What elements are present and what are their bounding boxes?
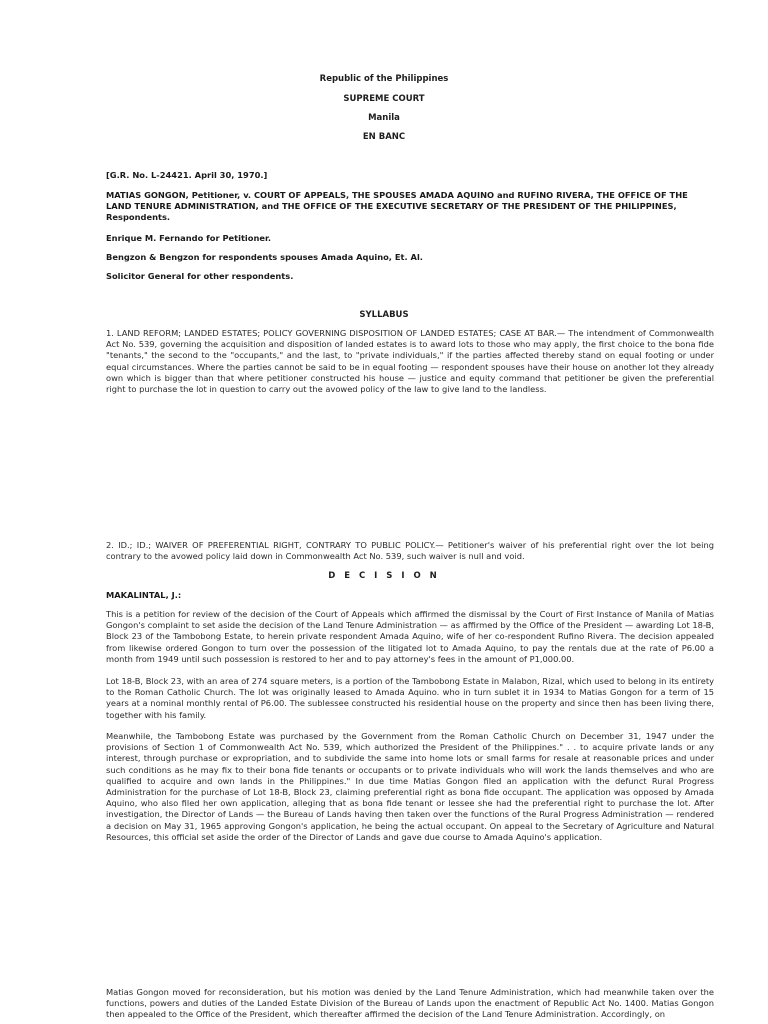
header-division: EN BANC	[362, 132, 406, 142]
counsel-petitioner: Enrique M. Fernando for Petitioner.	[106, 233, 272, 243]
syllabus-item-2: 2. ID.; ID.; WAIVER OF PREFERENTIAL RIGHT, CONTRARY TO PUBLIC POLICY.— Petitioner's waiver of his preferential right over the lot being contrary to the avowed policy laid down in Commonwealth Act No. 539, such waiver is null and void.	[106, 540, 714, 562]
syllabus-heading: SYLLABUS	[359, 310, 409, 320]
decision-heading: D E C I S I O N	[328, 571, 440, 581]
header-court: SUPREME COURT	[343, 94, 425, 104]
header-city: Manila	[368, 113, 400, 123]
counsel-respondents: Bengzon & Bengzon for respondents spouses Amada Aquino, Et. Al.	[106, 252, 423, 262]
syllabus-item-1: 1. LAND REFORM; LANDED ESTATES; POLICY GOVERNING DISPOSITION OF LANDED ESTATES; CASE AT BAR.— The intendment of Commonwealth Act No. 539, governing the acquisition and disposition of landed estates is to award lots to those who may apply, the first choice to the bona fide "tenants," the second to the "occupants," and the last, to "private individuals," if the parties affected thereby stand on equal footing or under equal circumstances. Where the parties cannot be said to be in equal footing — respondent spouses have their house on another lot they already own which is bigger than that where petitioner constructed his house — justice and equity command that petitioner be given the preferential right to purchase the lot in question to carry out the avowed policy of the law to give land to the landless.	[106, 328, 714, 395]
decision-paragraph-4: Matias Gongon moved for reconsideration, but his motion was denied by the Land Tenure Administration, which had meanwhile taken over the functions, powers and duties of the Landed Estate Division of the Bureau of Lands upon the enactment of Republic Act No. 1400. Matias Gongon then appealed to the Office of the President, which thereafter affirmed the decision of the Land Tenure Administration. Accordingly, on	[106, 987, 714, 1020]
decision-paragraph-1: This is a petition for review of the decision of the Court of Appeals which affirmed the dismissal by the Court of First Instance of Manila of Matias Gongon's complaint to set aside the decision of the Land Tenure Administration — as affirmed by the Office of the President — awarding Lot 18-B, Block 23 of the Tambobong Estate, to herein private respondent Amada Aquino, wife of her co-respondent Rufino Rivera. The decision appealed from likewise ordered Gongon to turn over the possession of the litigated lot to Amada Aquino, to pay the rentals due at the rate of P6.00 a month from 1949 until such possession is restored to her and to pay attorney's fees in the amount of P1,000.00.	[106, 609, 714, 664]
decision-paragraph-3: Meanwhile, the Tambobong Estate was purchased by the Government from the Roman Catholic Church on December 31, 1947 under the provisions of Section 1 of Commonwealth Act No. 539, which authorized the President of the Philippines." . . to acquire private lands or any interest, through purchase or expropriation, and to subdivide the same into home lots or small farms for resale at reasonable prices and under such conditions as he may fix to their bona fide tenants or occupants or to private individuals who will work the lands themselves and who are qualified to acquire and own lands in the Philippines." In due time Matias Gongon filed an application with the defunct Rural Progress Administration for the purchase of Lot 18-B, Block 23, claiming preferential right as bona fide occupant. The application was opposed by Amada Aquino, who also filed her own application, alleging that as bona fide tenant or lessee she had the preferential right to purchase the lot. After investigation, the Director of Lands — the Bureau of Lands having then taken over the functions of the Rural Progress Administration — rendered a decision on May 31, 1965 approving Gongon's application, he being the actual occupant. On appeal to the Secretary of Agriculture and Natural Resources, this official set aside the order of the Director of Lands and gave due course to Amada Aquino's application.	[106, 731, 714, 842]
case-parties: MATIAS GONGON, Petitioner, v. COURT OF APPEALS, THE SPOUSES AMADA AQUINO and RUFINO RIVERA, THE OFFICE OF THE LAND TENURE ADMINISTRATION, and THE OFFICE OF THE EXECUTIVE SECRETARY OF THE PRESIDENT OF THE PHILIPPINES, Respondents.	[106, 190, 688, 223]
header-republic: Republic of the Philippines	[319, 74, 449, 84]
decision-justice: MAKALINTAL, J.:	[106, 590, 182, 600]
case-docket: [G.R. No. L-24421. April 30, 1970.]	[106, 170, 268, 180]
decision-paragraph-2: Lot 18-B, Block 23, with an area of 274 square meters, is a portion of the Tambobong Estate in Malabon, Rizal, which used to belong in its entirety to the Roman Catholic Church. The lot was originally leased to Amada Aquino. who in turn sublet it in 1934 to Matias Gongon for a term of 15 years at a nominal monthly rental of P6.00. The sublessee constructed his residential house on the property and since then has been living there, together with his family.	[106, 676, 714, 720]
counsel-other: Solicitor General for other respondents.	[106, 271, 294, 281]
